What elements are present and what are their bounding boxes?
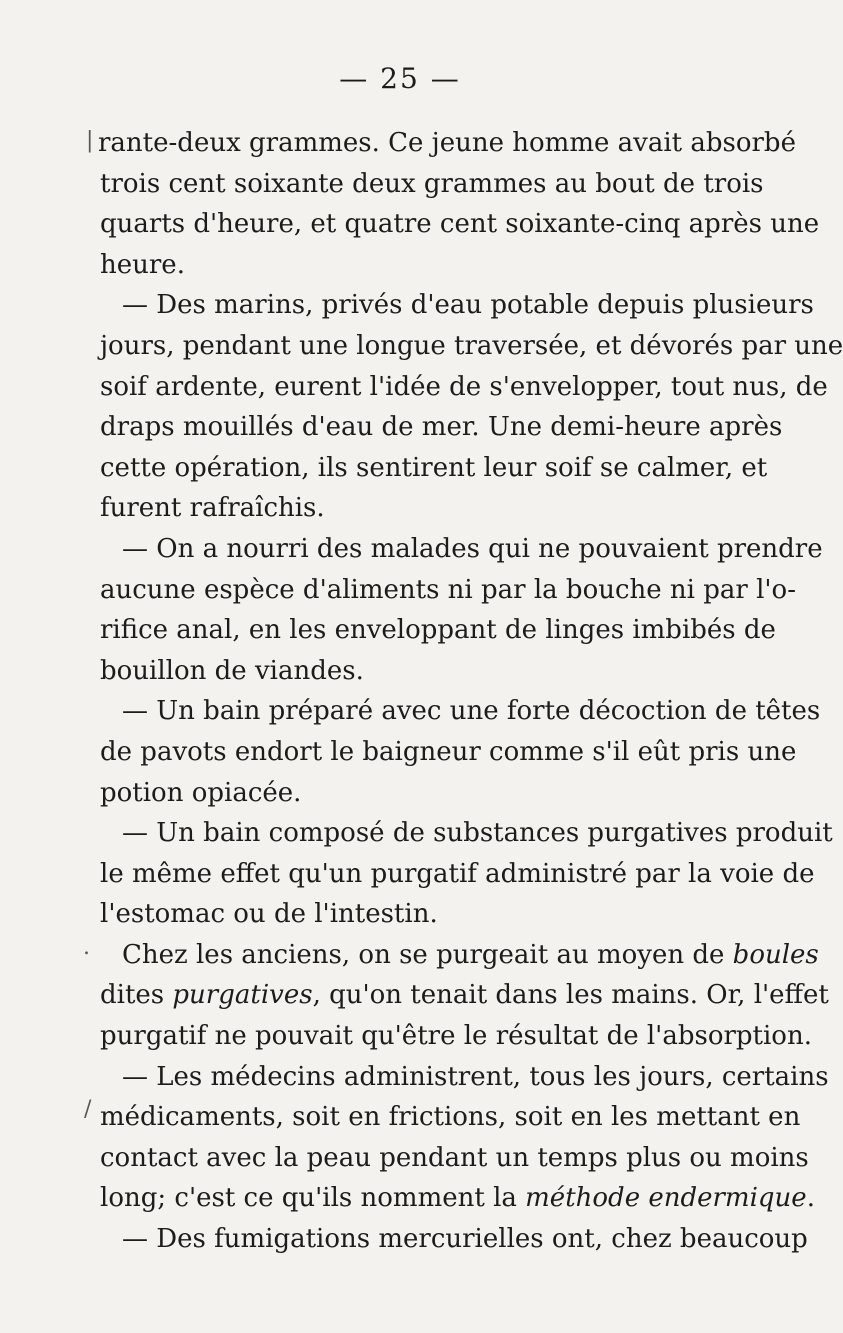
text-line [100,773,710,814]
text-line [98,123,796,164]
text-line [100,529,823,570]
text-line [100,326,843,367]
text-segment: — Un bain composé de substances purgatives produit [122,818,833,849]
text-line [100,488,710,529]
text-segment: potion opiacée. [100,777,302,808]
text-line [100,1219,808,1260]
text-line [100,975,829,1016]
text-segment: soif ardente, eurent l'idée de s'envelopper, tout nus, de [100,371,828,402]
text-line [100,245,710,286]
text-segment: heure. [100,249,185,280]
italic-text: purgatives [172,980,313,1011]
text-segment: — Les médecins administrent, tous les jours, certains [122,1061,829,1092]
text-line [100,610,776,651]
text-line [100,935,819,976]
text-segment: — On a nourri des malades qui ne pouvaient prendre [122,533,823,564]
text-line [100,448,768,489]
text-line [100,164,764,205]
text-segment: contact avec la peau pendant un temps plus ou moins [100,1142,809,1173]
text-line [100,894,710,935]
text-line [100,285,814,326]
text-line [100,1057,829,1098]
text-line [100,407,783,448]
text-segment: purgatif ne pouvait qu'être le résultat de l'absorption. [100,1021,812,1052]
margin-mark: / [84,1097,92,1122]
text-line [100,204,820,245]
text-segment: . [806,1183,815,1214]
text-line [100,651,710,692]
text-segment: rifice anal, en les enveloppant de linges imbibés de [100,615,776,646]
text-segment: dites [100,980,173,1011]
text-segment: le même effet qu'un purgatif administré par la voie de [100,858,815,889]
text-segment: l'estomac ou de l'intestin. [100,899,438,930]
text-segment: — Des fumigations mercurielles ont, chez beaucoup [122,1224,808,1255]
text-line [100,1178,815,1219]
margin-mark: | [86,128,94,153]
text-segment: long; c'est ce qu'ils nomment la [100,1183,526,1214]
text-line [100,1097,801,1138]
text-segment: — Un bain préparé avec une forte décoction de têtes [122,696,821,727]
text-segment: Chez les anciens, on se purgeait au moyen de [122,939,733,970]
text-line [100,732,797,773]
text-line [100,1138,809,1179]
text-line [100,813,833,854]
italic-text: boules [732,939,819,970]
text-segment: rante-deux grammes. Ce jeune homme avait absorbé [98,128,796,158]
text-segment: draps mouillés d'eau de mer. Une demi-heure après [100,412,783,443]
text-segment: cette opération, ils sentirent leur soif se calmer, et [100,452,768,483]
page-number: — 25 — [339,62,461,95]
text-segment: , qu'on tenait dans les mains. Or, l'effet [312,980,829,1011]
text-segment: bouillon de viandes. [100,655,364,686]
text-line [100,1016,812,1057]
text-segment: trois cent soixante deux grammes au bout de trois [100,168,764,199]
text-segment: aucune espèce d'aliments ni par la bouche ni par l'o- [100,574,796,605]
body-text [98,123,843,1260]
text-segment: — Des marins, privés d'eau potable depuis plusieurs [122,290,814,321]
italic-text: méthode endermique [525,1183,807,1214]
text-segment: médicaments, soit en frictions, soit en les mettant en [100,1102,801,1133]
text-segment: quarts d'heure, et quatre cent soixante-cinq après une [100,209,820,240]
text-segment: furent rafraîchis. [100,493,325,524]
text-line [100,691,821,732]
text-line [100,854,815,895]
text-line [100,367,828,408]
margin-mark: . [83,935,90,960]
text-segment: de pavots endort le baigneur comme s'il eût pris une [100,736,797,767]
text-segment: jours, pendant une longue traversée, et dévorés par une [100,330,843,361]
text-line [100,570,796,611]
